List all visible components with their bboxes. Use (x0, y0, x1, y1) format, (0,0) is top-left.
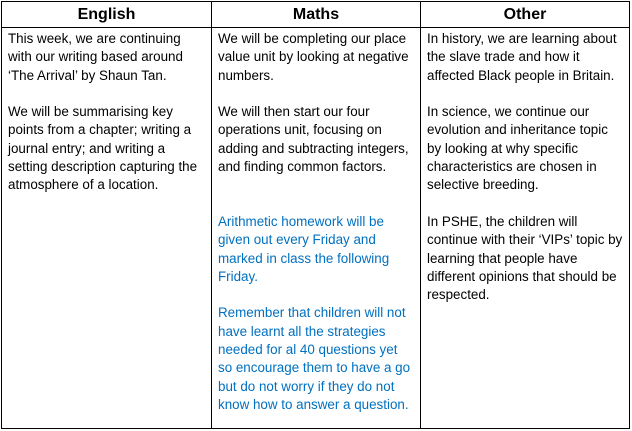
maths-strategies-note: Remember that children will not have learnt all the strategies needed for al 40 questions yet so encourage them to have a go but do not worry if they do not know how to answer a question. (218, 305, 411, 412)
other-column (421, 28, 629, 428)
english-column (2, 28, 212, 428)
weekly-overview-table (1, 1, 630, 429)
other-science-paragraph: In science, we continue our evolution and inheritance topic by looking at why specific characteristics are chosen in selective breeding. (427, 104, 608, 193)
english-paragraph-2: We will be summarising key points from a chapter; writing a journal entry; and writing a setting description capturing the atmosphere of a location. (8, 104, 198, 193)
other-pshe-paragraph: In PSHE, the children will continue with their ‘VIPs’ topic by learning that people have different opinions that should be respected. (427, 213, 623, 303)
other-history-paragraph: In history, we are learning about the slave trade and how it affected Black people in Britain. (427, 31, 617, 83)
maths-column (212, 28, 421, 428)
header-english: English (2, 2, 212, 28)
header-other: Other (421, 2, 629, 28)
maths-paragraph-2: We will then start our four operations unit, focusing on adding and subtracting integers, and finding common factors. (218, 104, 409, 175)
header-maths: Maths (212, 2, 421, 28)
maths-paragraph-1: We will be completing our place value unit by looking at negative numbers. (218, 31, 409, 83)
english-paragraph-1: This week, we are continuing with our writing based around ‘The Arrival’ by Shaun Tan. (8, 31, 183, 83)
maths-homework-note: Arithmetic homework will be given out every Friday and marked in class the following Friday. (218, 213, 390, 284)
